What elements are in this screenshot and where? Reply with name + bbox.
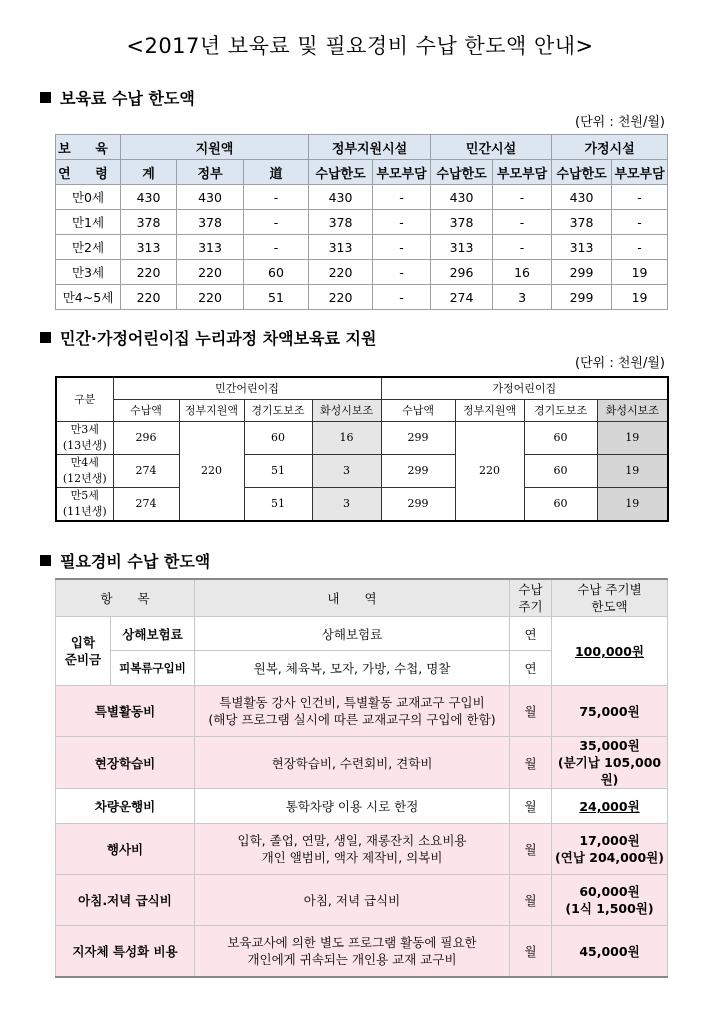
header-cycle (510, 579, 552, 617)
table-cell: 220 (121, 260, 177, 285)
age-cell (56, 421, 113, 454)
born-label: (11년생) (62, 504, 107, 518)
table-cell: 220 (309, 285, 373, 310)
age-label: 만3세 (70, 422, 99, 436)
header-sub: 정부지원액 (179, 399, 244, 421)
nuri-difference-table (55, 376, 669, 522)
cell: 299 (381, 421, 455, 454)
header-limit (552, 579, 668, 617)
table-cell: 378 (309, 210, 373, 235)
header-limit-line2: 한도액 (591, 599, 628, 614)
table-cell: 313 (431, 235, 493, 260)
amount-line2: (분기납 105,000원) (557, 755, 662, 787)
header-sub: 道 (244, 160, 309, 185)
clothing-detail: 원복, 체육복, 모자, 가방, 수첩, 명찰 (195, 651, 510, 686)
expense-detail (195, 824, 510, 875)
header-home-facility: 가정시설 (552, 135, 668, 160)
table-cell: - (612, 210, 668, 235)
header-sub: 수납한도 (431, 160, 493, 185)
table-cell: - (244, 185, 309, 210)
amount-line1: 17,000원 (579, 833, 640, 848)
cell: 60 (524, 487, 597, 521)
childcare-fee-rows (56, 185, 668, 310)
table-cell: 378 (121, 210, 177, 235)
expense-cycle: 월 (510, 824, 552, 875)
table-cell: 274 (431, 285, 493, 310)
table-cell: 19 (612, 260, 668, 285)
table-row (56, 235, 668, 260)
table-cell: 16 (493, 260, 552, 285)
age-cell: 만0세 (56, 185, 121, 210)
table-row (56, 260, 668, 285)
table-cell: 430 (309, 185, 373, 210)
table-cell: 220 (309, 260, 373, 285)
header-sub: 수납한도 (309, 160, 373, 185)
table-cell: - (373, 235, 431, 260)
header-sub: 경기도보조 (524, 399, 597, 421)
cell: 60 (524, 454, 597, 487)
entrance-line2: 준비금 (64, 652, 102, 667)
expense-cycle: 월 (510, 926, 552, 977)
expense-amount (552, 824, 668, 875)
clothing-cycle: 연 (510, 651, 552, 686)
table-cell: - (493, 235, 552, 260)
age-cell: 만3세 (56, 260, 121, 285)
table-cell: 299 (552, 285, 612, 310)
table-cell: - (244, 235, 309, 260)
header-sub: 정부지원액 (455, 399, 524, 421)
insurance-cycle: 연 (510, 617, 552, 651)
table-cell: - (612, 235, 668, 260)
expense-detail (195, 926, 510, 977)
age-cell: 만1세 (56, 210, 121, 235)
table-cell: - (373, 260, 431, 285)
cell: 3 (312, 454, 381, 487)
section-heading-nuri-difference (40, 326, 376, 349)
expense-detail: 아침, 저녁 급식비 (195, 875, 510, 926)
section-heading-childcare-fee (40, 86, 195, 109)
table-cell: - (493, 185, 552, 210)
header-gubun: 구분 (56, 377, 113, 421)
header-sub: 부모부담 (612, 160, 668, 185)
header-sub: 계 (121, 160, 177, 185)
header-sub: 수납액 (381, 399, 455, 421)
header-item: 항 목 (56, 579, 195, 617)
table-cell: 3 (493, 285, 552, 310)
page-title: <2017년 보육료 및 필요경비 수납 한도액 안내> (126, 34, 594, 58)
table-cell: 430 (431, 185, 493, 210)
expense-item: 특별활동비 (56, 686, 195, 737)
table-cell: 220 (121, 285, 177, 310)
entrance-amount: 100,000원 (552, 617, 668, 686)
header-age-bottom: 연 령 (56, 160, 121, 185)
table-cell: - (373, 185, 431, 210)
cell: 274 (113, 454, 179, 487)
expense-item: 차량운행비 (56, 789, 195, 824)
header-cycle-line2: 주기 (518, 599, 543, 614)
header-home-daycare: 가정어린이집 (381, 377, 668, 399)
cell: 51 (244, 454, 312, 487)
table-cell: 313 (309, 235, 373, 260)
table-cell: 378 (552, 210, 612, 235)
cell: 299 (381, 487, 455, 521)
amount-line1: 35,000원 (579, 738, 640, 753)
expense-amount: 45,000원 (552, 926, 668, 977)
table-cell: 313 (177, 235, 244, 260)
header-sub: 부모부담 (373, 160, 431, 185)
cell: 3 (312, 487, 381, 521)
table-cell: 296 (431, 260, 493, 285)
amount-line2: (1식 1,500원) (565, 901, 654, 916)
header-support: 지원액 (121, 135, 309, 160)
section-heading-text: 민간·가정어린이집 누리과정 차액보육료 지원 (60, 329, 377, 348)
header-age-top: 보 육 (56, 135, 121, 160)
necessary-expenses-table (55, 578, 668, 978)
square-bullet-icon (40, 555, 51, 566)
table-cell: - (493, 210, 552, 235)
header-detail: 내 역 (195, 579, 510, 617)
expense-amount: 75,000원 (552, 686, 668, 737)
table-cell: 60 (244, 260, 309, 285)
header-sub: 정부 (177, 160, 244, 185)
table-cell: 378 (431, 210, 493, 235)
age-label: 만5세 (70, 488, 99, 502)
cell: 60 (244, 421, 312, 454)
cell: 19 (597, 487, 668, 521)
header-cycle-line1: 수납 (518, 582, 543, 597)
table-cell: - (373, 210, 431, 235)
table-cell: 430 (177, 185, 244, 210)
expense-item: 아침.저녁 급식비 (56, 875, 195, 926)
expense-detail (195, 686, 510, 737)
header-sub: 경기도보조 (244, 399, 312, 421)
section-heading-text: 보육료 수납 한도액 (60, 89, 195, 108)
table-cell: - (612, 185, 668, 210)
header-sub: 수납액 (113, 399, 179, 421)
childcare-fee-table (55, 134, 668, 310)
cell: 274 (113, 487, 179, 521)
header-sub: 부모부담 (493, 160, 552, 185)
table-cell: 51 (244, 285, 309, 310)
cell: 299 (381, 454, 455, 487)
amount-line2: (연납 204,000원) (555, 850, 664, 865)
clothing-label: 피복류구입비 (111, 651, 195, 686)
section-heading-text: 필요경비 수납 한도액 (60, 552, 211, 571)
expense-item: 현장학습비 (56, 737, 195, 789)
cell: 60 (524, 421, 597, 454)
cell: 296 (113, 421, 179, 454)
detail-line1: 보육교사에 의한 별도 프로그램 활동에 필요한 (227, 934, 477, 950)
insurance-label: 상해보험료 (111, 617, 195, 651)
born-label: (13년생) (62, 438, 107, 452)
expense-cycle: 월 (510, 789, 552, 824)
cell: 51 (244, 487, 312, 521)
entrance-line1: 입학 (70, 635, 96, 650)
detail-line2: 개인 앨범비, 액자 제작비, 의복비 (261, 850, 443, 865)
detail-line1: 특별활동 강사 인건비, 특별활동 교재교구 구입비 (219, 695, 485, 710)
table-cell: 299 (552, 260, 612, 285)
amount-line1: 60,000원 (579, 884, 640, 899)
unit-label: (단위 : 천원/월) (575, 115, 665, 130)
expense-amount: 24,000원 (552, 789, 668, 824)
square-bullet-icon (40, 92, 51, 103)
age-label: 만4세 (70, 455, 99, 469)
header-limit-line1: 수납 주기별 (577, 582, 642, 597)
cell: 19 (597, 421, 668, 454)
expense-item: 지자체 특성화 비용 (56, 926, 195, 977)
expense-amount (552, 875, 668, 926)
entrance-fund-label (56, 617, 111, 686)
expense-cycle: 월 (510, 686, 552, 737)
table-row (56, 185, 668, 210)
cell: 16 (312, 421, 381, 454)
age-cell: 만2세 (56, 235, 121, 260)
detail-line1: 입학, 졸업, 연말, 생일, 재롱잔치 소요비용 (237, 833, 467, 848)
expense-amount (552, 737, 668, 789)
born-label: (12년생) (62, 471, 107, 485)
table-row (56, 285, 668, 310)
expense-item: 행사비 (56, 824, 195, 875)
header-private-facility: 민간시설 (431, 135, 552, 160)
header-sub: 화성시보조 (312, 399, 381, 421)
square-bullet-icon (40, 332, 51, 343)
header-sub: 수납한도 (552, 160, 612, 185)
cell: 19 (597, 454, 668, 487)
expense-detail: 현장학습비, 수련회비, 견학비 (195, 737, 510, 789)
age-cell (56, 454, 113, 487)
header-private-daycare: 민간어린이집 (113, 377, 381, 399)
section-heading-necessary-expenses (40, 549, 210, 572)
table-cell: 313 (552, 235, 612, 260)
detail-line2: 개인에게 귀속되는 개인용 교재 교구비 (247, 951, 457, 967)
table-cell: - (373, 285, 431, 310)
table-cell: 430 (121, 185, 177, 210)
table-cell: 430 (552, 185, 612, 210)
gov-support-cell: 220 (455, 421, 524, 521)
table-cell: 220 (177, 260, 244, 285)
insurance-detail: 상해보험료 (195, 617, 510, 651)
detail-line2: (해당 프로그램 실시에 따른 교재교구의 구입에 한함) (208, 712, 496, 727)
age-cell: 만4~5세 (56, 285, 121, 310)
expense-cycle: 월 (510, 875, 552, 926)
header-gov-facility: 정부지원시설 (309, 135, 431, 160)
expense-detail: 통학차량 이용 시로 한정 (195, 789, 510, 824)
expense-cycle: 월 (510, 737, 552, 789)
gov-support-cell: 220 (179, 421, 244, 521)
table-cell: 220 (177, 285, 244, 310)
header-sub: 화성시보조 (597, 399, 668, 421)
table-cell: 378 (177, 210, 244, 235)
table-cell: 19 (612, 285, 668, 310)
table-cell: 313 (121, 235, 177, 260)
table-row (56, 210, 668, 235)
unit-label: (단위 : 천원/월) (575, 356, 665, 371)
age-cell (56, 487, 113, 521)
table-cell: - (244, 210, 309, 235)
